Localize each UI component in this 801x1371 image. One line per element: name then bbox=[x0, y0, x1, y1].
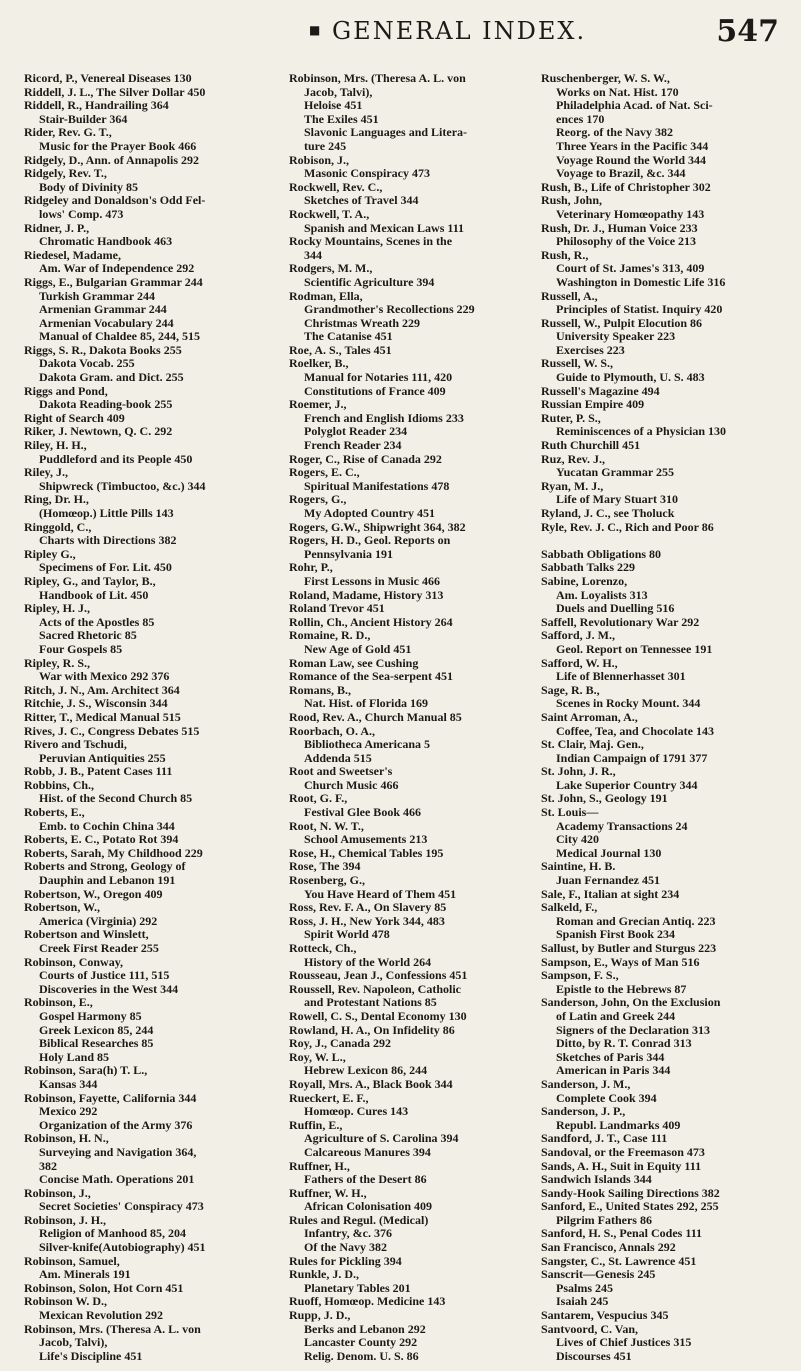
index-subentry: Peruvian Antiquities 255 bbox=[39, 750, 166, 765]
index-subentry: Berks and Lebanon 292 bbox=[304, 1321, 426, 1336]
index-entry: Ryland, J. C., see Tholuck bbox=[541, 506, 675, 520]
index-entry: Roland, Madame, History 313 bbox=[289, 587, 444, 602]
index-entry: Roussell, Rev. Napoleon, Catholic bbox=[289, 981, 462, 996]
index-entry: Rose, H., Chemical Tables 195 bbox=[289, 845, 444, 860]
index-subentry: Exercises 223 bbox=[556, 342, 625, 357]
index-subentry: of Latin and Greek 244 bbox=[556, 1008, 676, 1023]
index-entry: Sands, A. H., Suit in Equity 111 bbox=[541, 1158, 702, 1173]
index-entry: Rush, B., Life of Christopher 302 bbox=[541, 179, 711, 194]
index-entry: Riddell, J. L., The Silver Dollar 450 bbox=[24, 84, 206, 99]
index-subentry: Sketches of Paris 344 bbox=[556, 1049, 665, 1064]
index-entry: Rogers, G., bbox=[289, 492, 347, 507]
index-subentry: Sacred Rhetoric 85 bbox=[39, 628, 137, 643]
header-bullet-icon: ■ bbox=[309, 23, 321, 37]
index-entry: Sanscrit—Genesis 245 bbox=[541, 1267, 656, 1282]
index-entry: Robinson, H. N., bbox=[24, 1131, 109, 1146]
index-entry: Sampson, E., Ways of Man 516 bbox=[541, 954, 700, 969]
index-subentry: Roman and Grecian Antiq. 223 bbox=[556, 913, 716, 928]
index-subentry: Fathers of the Desert 86 bbox=[304, 1172, 427, 1187]
index-entry: Rocky Mountains, Scenes in the bbox=[289, 234, 453, 249]
index-subentry: Four Gospels 85 bbox=[39, 641, 123, 656]
index-entry: Roberts, Sarah, My Childhood 229 bbox=[24, 845, 203, 860]
index-subentry: Gospel Harmony 85 bbox=[39, 1008, 142, 1023]
index-entry: Robinson, Fayette, California 344 bbox=[24, 1090, 197, 1105]
index-entry: Rodman, Ella, bbox=[289, 288, 363, 303]
index-entry: Robinson, Mrs. (Theresa A. L. von bbox=[24, 1321, 201, 1336]
index-subentry: Religion of Manhood 85, 204 bbox=[39, 1226, 187, 1241]
index-entry: Ruter, P. S., bbox=[541, 410, 601, 425]
index-subentry: Indian Campaign of 1791 377 bbox=[556, 750, 708, 765]
index-subentry: The Exiles 451 bbox=[304, 111, 379, 126]
index-subentry: Three Years in the Pacific 344 bbox=[556, 138, 709, 153]
index-entry: Robinson W. D., bbox=[24, 1294, 108, 1309]
index-entry: Ritch, J. N., Am. Architect 364 bbox=[24, 682, 180, 697]
index-subentry: Spirit World 478 bbox=[304, 927, 390, 942]
index-entry: Sanford, E., United States 292, 255 bbox=[541, 1199, 719, 1214]
index-entry: San Francisco, Annals 292 bbox=[541, 1240, 676, 1255]
index-subentry: Kansas 344 bbox=[39, 1076, 98, 1091]
index-entry: Riley, H. H., bbox=[24, 438, 87, 453]
section-gap bbox=[541, 534, 797, 548]
index-entry: Roberts and Strong, Geology of bbox=[24, 859, 186, 874]
index-subentry: Body of Divinity 85 bbox=[39, 179, 139, 194]
index-entry: Rider, Rev. G. T., bbox=[24, 125, 112, 140]
index-subentry: Life of Blennerhasset 301 bbox=[556, 669, 686, 684]
index-subentry: Veterinary Homœopathy 143 bbox=[556, 206, 705, 221]
index-column-1 bbox=[24, 72, 279, 1363]
index-entry: Ridgely, Rev. T., bbox=[24, 166, 107, 181]
index-subentry: Lake Superior Country 344 bbox=[556, 777, 698, 792]
index-subentry: Philadelphia Acad. of Nat. Sci- bbox=[556, 98, 713, 113]
index-subentry: Geol. Report on Tennessee 191 bbox=[556, 641, 713, 656]
index-entry: Sangster, C., St. Lawrence 451 bbox=[541, 1253, 697, 1268]
index-entry: Roe, A. S., Tales 451 bbox=[289, 342, 392, 357]
index-entry: Saintine, H. B. bbox=[541, 859, 616, 874]
index-subentry: Dauphin and Lebanon 191 bbox=[39, 873, 176, 888]
index-entry: Rosenberg, G., bbox=[289, 873, 365, 888]
index-entry: Sage, R. B., bbox=[541, 682, 600, 697]
index-subentry: Organization of the Army 376 bbox=[39, 1117, 193, 1132]
index-subentry: History of the World 264 bbox=[304, 954, 432, 969]
index-subentry: American in Paris 344 bbox=[556, 1063, 671, 1078]
index-entry: Sale, F., Italian at sight 234 bbox=[541, 886, 680, 901]
index-entry: Santvoord, C. Van, bbox=[541, 1321, 639, 1336]
index-subentry: Washington in Domestic Life 316 bbox=[556, 274, 726, 289]
index-subentry: Courts of Justice 111, 515 bbox=[39, 968, 170, 983]
index-subentry: University Speaker 223 bbox=[556, 329, 676, 344]
index-subentry: Manual for Notaries 111, 420 bbox=[304, 370, 453, 385]
index-subentry: Am. Minerals 191 bbox=[39, 1267, 131, 1282]
index-subentry: Reminiscences of a Physician 130 bbox=[556, 424, 726, 439]
index-subentry: Masonic Conspiracy 473 bbox=[304, 166, 430, 181]
index-entry: Ripley, G., and Taylor, B., bbox=[24, 573, 156, 588]
index-entry: Russian Empire 409 bbox=[541, 397, 645, 412]
index-entry: Rueckert, E. F., bbox=[289, 1090, 369, 1105]
index-subentry: Infantry, &c. 376 bbox=[304, 1226, 392, 1241]
index-subentry: ences 170 bbox=[556, 111, 605, 126]
index-entry: Rose, The 394 bbox=[289, 859, 361, 874]
index-entry: Roberts, E. C., Potato Rot 394 bbox=[24, 832, 179, 847]
index-subentry: Shipwreck (Timbuctoo, &c.) 344 bbox=[39, 478, 206, 493]
index-entry: Root, N. W. T., bbox=[289, 818, 364, 833]
index-entry: Ricord, P., Venereal Diseases 130 bbox=[24, 71, 192, 85]
index-subentry: Voyage Round the World 344 bbox=[556, 152, 707, 167]
index-entry: Root and Sweetser's bbox=[289, 764, 393, 779]
index-subentry: Lancaster County 292 bbox=[304, 1335, 418, 1350]
index-entry: Roy, J., Canada 292 bbox=[289, 1036, 392, 1051]
index-entry: St. John, S., Geology 191 bbox=[541, 791, 668, 806]
index-subentry: Turkish Grammar 244 bbox=[39, 288, 156, 303]
index-entry: Safford, J. M., bbox=[541, 628, 615, 643]
index-entry: Sandy-Hook Sailing Directions 382 bbox=[541, 1185, 720, 1200]
index-subentry: Signers of the Declaration 313 bbox=[556, 1022, 710, 1037]
index-subentry: School Amusements 213 bbox=[304, 832, 428, 847]
index-subentry: Lives of Chief Justices 315 bbox=[556, 1335, 692, 1350]
index-subentry: Pennsylvania 191 bbox=[304, 546, 394, 561]
index-subentry: Republ. Landmarks 409 bbox=[556, 1117, 681, 1132]
index-subentry: The Catanise 451 bbox=[304, 329, 393, 344]
index-entry: Ripley, R. S., bbox=[24, 655, 91, 670]
index-subentry: Dakota Reading-book 255 bbox=[39, 397, 173, 412]
index-entry: Ring, Dr. H., bbox=[24, 492, 89, 507]
index-subentry: Handbook of Lit. 450 bbox=[39, 587, 149, 602]
index-entry: St. Clair, Maj. Gen., bbox=[541, 737, 644, 752]
index-entry: Roland Trevor 451 bbox=[289, 601, 385, 616]
index-entry: Runkle, J. D., bbox=[289, 1267, 360, 1282]
index-entry: Robinson, J., bbox=[24, 1185, 91, 1200]
index-entry: Robinson, Conway, bbox=[24, 954, 124, 969]
index-entry: Rollin, Ch., Ancient History 264 bbox=[289, 614, 453, 629]
index-entry: Robertson, W., bbox=[24, 900, 101, 915]
index-subentry: Jacob, Talvi), bbox=[39, 1335, 108, 1350]
index-subentry: Am. War of Independence 292 bbox=[39, 261, 195, 276]
index-subentry: Pilgrim Fathers 86 bbox=[556, 1212, 652, 1227]
page-number: 547 bbox=[716, 14, 779, 49]
index-entry: Romance of the Sea-serpent 451 bbox=[289, 669, 453, 684]
index-entry: Roman Law, see Cushing bbox=[289, 655, 419, 670]
index-subentry: Of the Navy 382 bbox=[304, 1240, 387, 1255]
index-subentry: Specimens of For. Lit. 450 bbox=[39, 560, 172, 575]
index-entry: Ridgeley and Donaldson's Odd Fel- bbox=[24, 193, 206, 208]
index-subentry: Dakota Vocab. 255 bbox=[39, 356, 135, 371]
index-subentry: French and English Idioms 233 bbox=[304, 410, 464, 425]
index-entry: Rogers, G.W., Shipwright 364, 382 bbox=[289, 519, 466, 534]
index-entry: Rodgers, M. M., bbox=[289, 261, 373, 276]
index-subentry: French Reader 234 bbox=[304, 438, 402, 453]
index-subentry: Works on Nat. Hist. 170 bbox=[556, 84, 679, 99]
index-subentry: New Age of Gold 451 bbox=[304, 641, 412, 656]
index-subentry: Reorg. of the Navy 382 bbox=[556, 125, 673, 140]
index-subentry: African Colonisation 409 bbox=[304, 1199, 433, 1214]
index-column-3 bbox=[541, 72, 797, 1363]
index-subentry: Calcareous Manures 394 bbox=[304, 1144, 431, 1159]
index-column-2 bbox=[289, 72, 537, 1363]
index-subentry: Holy Land 85 bbox=[39, 1049, 110, 1064]
index-subentry: Greek Lexicon 85, 244 bbox=[39, 1022, 154, 1037]
index-subentry: Mexican Revolution 292 bbox=[39, 1308, 163, 1323]
index-entry: Robinson, Sara(h) T. L., bbox=[24, 1063, 148, 1078]
index-entry: Russell's Magazine 494 bbox=[541, 383, 660, 398]
running-title: GENERAL INDEX. bbox=[332, 17, 587, 45]
index-subentry: Epistle to the Hebrews 87 bbox=[556, 981, 687, 996]
index-subentry: Slavonic Languages and Litera- bbox=[304, 125, 468, 140]
index-entry: Ringgold, C., bbox=[24, 519, 92, 534]
index-entry: Romaine, R. D., bbox=[289, 628, 371, 643]
index-entry: Rivero and Tschudi, bbox=[24, 737, 127, 752]
index-entry: Ridner, J. P., bbox=[24, 220, 90, 235]
index-subentry: Juan Fernandez 451 bbox=[556, 873, 661, 888]
index-entry: Robinson, J. H., bbox=[24, 1212, 107, 1227]
index-subentry: Scenes in Rocky Mount. 344 bbox=[556, 696, 701, 711]
index-subentry: Jacob, Talvi), bbox=[304, 84, 373, 99]
index-entry: Ruffner, W. H., bbox=[289, 1185, 367, 1200]
index-subentry: Agriculture of S. Carolina 394 bbox=[304, 1131, 459, 1146]
index-entry: Sallust, by Butler and Sturgus 223 bbox=[541, 941, 717, 955]
index-subentry: Voyage to Brazil, &c. 344 bbox=[556, 166, 686, 181]
index-entry: Russell, A., bbox=[541, 288, 598, 303]
index-entry: Russell, W. S., bbox=[541, 356, 614, 371]
index-subentry: My Adopted Country 451 bbox=[304, 506, 436, 520]
index-subentry: Puddleford and its People 450 bbox=[39, 451, 193, 466]
index-entry: Sanderson, J. M., bbox=[541, 1076, 631, 1091]
index-subentry: Concise Math. Operations 201 bbox=[39, 1172, 195, 1187]
index-subentry: Armenian Grammar 244 bbox=[39, 302, 167, 317]
index-subentry: Heloise 451 bbox=[304, 98, 363, 113]
index-subentry: Homœop. Cures 143 bbox=[304, 1104, 409, 1119]
index-subentry: Scientific Agriculture 394 bbox=[304, 274, 435, 289]
index-entry: Robinson, E., bbox=[24, 995, 93, 1010]
index-subentry: lows' Comp. 473 bbox=[39, 206, 124, 221]
index-entry: Riggs, E., Bulgarian Grammar 244 bbox=[24, 274, 203, 289]
index-entry: Salkeld, F., bbox=[541, 900, 598, 915]
index-entry: Royall, Mrs. A., Black Book 344 bbox=[289, 1076, 453, 1091]
index-entry: Sabbath Talks 229 bbox=[541, 560, 636, 575]
index-subentry: Manual of Chaldee 85, 244, 515 bbox=[39, 329, 201, 344]
index-subentry: Creek First Reader 255 bbox=[39, 941, 159, 955]
index-subentry: Bibliotheca Americana 5 bbox=[304, 737, 430, 752]
index-entry: Ruz, Rev. J., bbox=[541, 451, 605, 466]
index-columns bbox=[0, 72, 801, 1371]
index-subentry: Christmas Wreath 229 bbox=[304, 315, 421, 330]
index-subentry: (Homœop.) Little Pills 143 bbox=[39, 506, 174, 520]
index-entry: Riggs and Pond, bbox=[24, 383, 108, 398]
index-entry: Sabine, Lorenzo, bbox=[541, 573, 628, 588]
index-subentry: Silver-knife(Autobiography) 451 bbox=[39, 1240, 206, 1255]
index-subentry: 344 bbox=[304, 247, 322, 262]
index-entry: Ritchie, J. S., Wisconsin 344 bbox=[24, 696, 168, 711]
index-subentry: Secret Societies' Conspiracy 473 bbox=[39, 1199, 204, 1214]
index-entry: Ryle, Rev. J. C., Rich and Poor 86 bbox=[541, 519, 714, 534]
index-entry: Riley, J., bbox=[24, 465, 68, 480]
index-entry: Rohr, P., bbox=[289, 560, 333, 575]
index-subentry: Hebrew Lexicon 86, 244 bbox=[304, 1063, 428, 1078]
index-subentry: Biblical Researches 85 bbox=[39, 1036, 154, 1051]
index-subentry: Academy Transactions 24 bbox=[556, 818, 688, 833]
index-entry: Rush, John, bbox=[541, 193, 603, 208]
index-entry: Rules for Pickling 394 bbox=[289, 1253, 402, 1268]
index-entry: Robinson, Mrs. (Theresa A. L. von bbox=[289, 71, 466, 85]
index-entry: Sandford, J. T., Case 111 bbox=[541, 1131, 668, 1146]
index-entry: Riggs, S. R., Dakota Books 255 bbox=[24, 342, 182, 357]
index-entry: Rockwell, Rev. C., bbox=[289, 179, 383, 194]
index-subentry: Stair-Builder 364 bbox=[39, 111, 128, 126]
index-entry: Rush, R., bbox=[541, 247, 589, 262]
index-subentry: Chromatic Handbook 463 bbox=[39, 234, 173, 249]
index-subentry: Complete Cook 394 bbox=[556, 1090, 657, 1105]
index-entry: Ryan, M. J., bbox=[541, 478, 604, 493]
index-subentry: Relig. Denom. U. S. 86 bbox=[304, 1348, 419, 1363]
index-entry: Robinson, Solon, Hot Corn 451 bbox=[24, 1280, 184, 1295]
index-subentry: Planetary Tables 201 bbox=[304, 1280, 411, 1295]
page-header bbox=[0, 14, 801, 50]
index-entry: St. John, J. R., bbox=[541, 764, 616, 779]
index-subentry: Duels and Duelling 516 bbox=[556, 601, 675, 616]
index-entry: Roger, C., Rise of Canada 292 bbox=[289, 451, 442, 466]
index-subentry: Medical Journal 130 bbox=[556, 845, 662, 860]
index-entry: Rupp, J. D., bbox=[289, 1308, 351, 1323]
index-entry: Right of Search 409 bbox=[24, 410, 125, 425]
index-subentry: Nat. Hist. of Florida 169 bbox=[304, 696, 428, 711]
index-entry: Ruoff, Homœop. Medicine 143 bbox=[289, 1294, 446, 1309]
index-subentry: Philosophy of the Voice 213 bbox=[556, 234, 697, 249]
index-entry: Saffell, Revolutionary War 292 bbox=[541, 614, 700, 629]
index-entry: Robison, J., bbox=[289, 152, 350, 167]
index-entry: Rockwell, T. A., bbox=[289, 206, 370, 221]
index-entry: Ripley G., bbox=[24, 546, 76, 561]
index-entry: Russell, W., Pulpit Elocution 86 bbox=[541, 315, 703, 330]
index-entry: Sanford, H. S., Penal Codes 111 bbox=[541, 1226, 703, 1241]
index-entry: Ridgely, D., Ann. of Annapolis 292 bbox=[24, 152, 200, 167]
index-entry: Rogers, H. D., Geol. Reports on bbox=[289, 533, 451, 548]
index-entry: Safford, W. H., bbox=[541, 655, 618, 670]
index-subentry: Addenda 515 bbox=[304, 750, 372, 765]
index-entry: Root, G. F., bbox=[289, 791, 348, 806]
index-entry: Roy, W. L., bbox=[289, 1049, 346, 1064]
index-subentry: Principles of Statist. Inquiry 420 bbox=[556, 302, 723, 317]
index-entry: Ross, Rev. F. A., On Slavery 85 bbox=[289, 900, 447, 915]
index-entry: Robbins, Ch., bbox=[24, 777, 95, 792]
index-subentry: 382 bbox=[39, 1158, 57, 1173]
index-subentry: Music for the Prayer Book 466 bbox=[39, 138, 197, 153]
index-subentry: and Protestant Nations 85 bbox=[304, 995, 437, 1010]
index-subentry: Life of Mary Stuart 310 bbox=[556, 492, 678, 507]
index-subentry: Charts with Directions 382 bbox=[39, 533, 177, 548]
index-subentry: Hist. of the Second Church 85 bbox=[39, 791, 193, 806]
index-subentry: Festival Glee Book 466 bbox=[304, 805, 421, 820]
index-subentry: Coffee, Tea, and Chocolate 143 bbox=[556, 723, 714, 738]
index-subentry: War with Mexico 292 376 bbox=[39, 669, 170, 684]
index-entry: Ruth Churchill 451 bbox=[541, 438, 641, 453]
index-subentry: Isaiah 245 bbox=[556, 1294, 609, 1309]
index-entry: Rood, Rev. A., Church Manual 85 bbox=[289, 709, 462, 724]
index-entry: Robb, J. B., Patent Cases 111 bbox=[24, 764, 173, 779]
index-subentry: Acts of the Apostles 85 bbox=[39, 614, 155, 629]
index-subentry: Constitutions of France 409 bbox=[304, 383, 446, 398]
index-entry: Ruffner, H., bbox=[289, 1158, 350, 1173]
index-entry: Ross, J. H., New York 344, 483 bbox=[289, 913, 445, 928]
index-subentry: You Have Heard of Them 451 bbox=[304, 886, 457, 901]
index-subentry: Am. Loyalists 313 bbox=[556, 587, 648, 602]
index-entry: Rogers, E. C., bbox=[289, 465, 360, 480]
index-entry: Rules and Regul. (Medical) bbox=[289, 1212, 429, 1227]
index-subentry: City 420 bbox=[556, 832, 599, 847]
index-subentry: Spanish and Mexican Laws 111 bbox=[304, 220, 465, 235]
index-entry: Sabbath Obligations 80 bbox=[541, 546, 662, 561]
index-entry: Ripley, H. J., bbox=[24, 601, 91, 616]
index-entry: Rousseau, Jean J., Confessions 451 bbox=[289, 968, 468, 983]
index-subentry: Sketches of Travel 344 bbox=[304, 193, 419, 208]
index-subentry: Polyglot Reader 234 bbox=[304, 424, 408, 439]
index-subentry: Mexico 292 bbox=[39, 1104, 98, 1119]
index-subentry: Grandmother's Recollections 229 bbox=[304, 302, 475, 317]
index-entry: Romans, B., bbox=[289, 682, 352, 697]
index-entry: Rowland, H. A., On Infidelity 86 bbox=[289, 1022, 455, 1037]
index-subentry: First Lessons in Music 466 bbox=[304, 573, 441, 588]
index-subentry: Church Music 466 bbox=[304, 777, 399, 792]
index-entry: Ritter, T., Medical Manual 515 bbox=[24, 709, 181, 724]
index-entry: Ruffin, E., bbox=[289, 1117, 343, 1132]
index-subentry: Spiritual Manifestations 478 bbox=[304, 478, 450, 493]
index-entry: Roelker, B., bbox=[289, 356, 349, 371]
index-entry: Sanderson, John, On the Exclusion bbox=[541, 995, 721, 1010]
index-entry: Rives, J. C., Congress Debates 515 bbox=[24, 723, 200, 738]
index-entry: Sandoval, or the Freemason 473 bbox=[541, 1144, 705, 1159]
index-entry: Roemer, J., bbox=[289, 397, 347, 412]
index-subentry: Dakota Gram. and Dict. 255 bbox=[39, 370, 184, 385]
index-subentry: Ditto, by R. T. Conrad 313 bbox=[556, 1036, 692, 1051]
index-entry: Roorbach, O. A., bbox=[289, 723, 376, 738]
index-subentry: ture 245 bbox=[304, 138, 347, 153]
index-entry: Rotteck, Ch., bbox=[289, 941, 357, 955]
index-entry: Saint Arroman, A., bbox=[541, 709, 638, 724]
index-subentry: America (Virginia) 292 bbox=[39, 913, 158, 928]
index-entry: Riker, J. Newtown, Q. C. 292 bbox=[24, 424, 173, 439]
index-entry: Rush, Dr. J., Human Voice 233 bbox=[541, 220, 698, 235]
index-subentry: Life's Discipline 451 bbox=[39, 1348, 143, 1363]
index-entry: Sandwich Islands 344 bbox=[541, 1172, 652, 1187]
index-entry: Rowell, C. S., Dental Economy 130 bbox=[289, 1008, 467, 1023]
index-entry: Santarem, Vespucius 345 bbox=[541, 1308, 669, 1323]
index-entry: Riddell, R., Handrailing 364 bbox=[24, 98, 169, 113]
index-subentry: Guide to Plymouth, U. S. 483 bbox=[556, 370, 705, 385]
index-entry: Robertson, W., Oregon 409 bbox=[24, 886, 163, 901]
index-subentry: Spanish First Book 234 bbox=[556, 927, 676, 942]
index-subentry: Emb. to Cochin China 344 bbox=[39, 818, 175, 833]
index-subentry: Yucatan Grammar 255 bbox=[556, 465, 674, 480]
index-subentry: Discoveries in the West 344 bbox=[39, 981, 179, 996]
index-entry: Riedesel, Madame, bbox=[24, 247, 121, 262]
index-subentry: Court of St. James's 313, 409 bbox=[556, 261, 705, 276]
index-entry: Robinson, Samuel, bbox=[24, 1253, 120, 1268]
index-subentry: Armenian Vocabulary 244 bbox=[39, 315, 174, 330]
index-entry: Ruschenberger, W. S. W., bbox=[541, 71, 670, 85]
index-entry: Sanderson, J. P., bbox=[541, 1104, 626, 1119]
index-subentry: Psalms 245 bbox=[556, 1280, 613, 1295]
index-entry: Sampson, F. S., bbox=[541, 968, 619, 983]
index-subentry: Surveying and Navigation 364, bbox=[39, 1144, 197, 1159]
index-entry: Roberts, E., bbox=[24, 805, 85, 820]
index-entry: St. Louis— bbox=[541, 805, 599, 820]
index-entry: Robertson and Winslett, bbox=[24, 927, 149, 942]
index-subentry: Discourses 451 bbox=[556, 1348, 632, 1363]
